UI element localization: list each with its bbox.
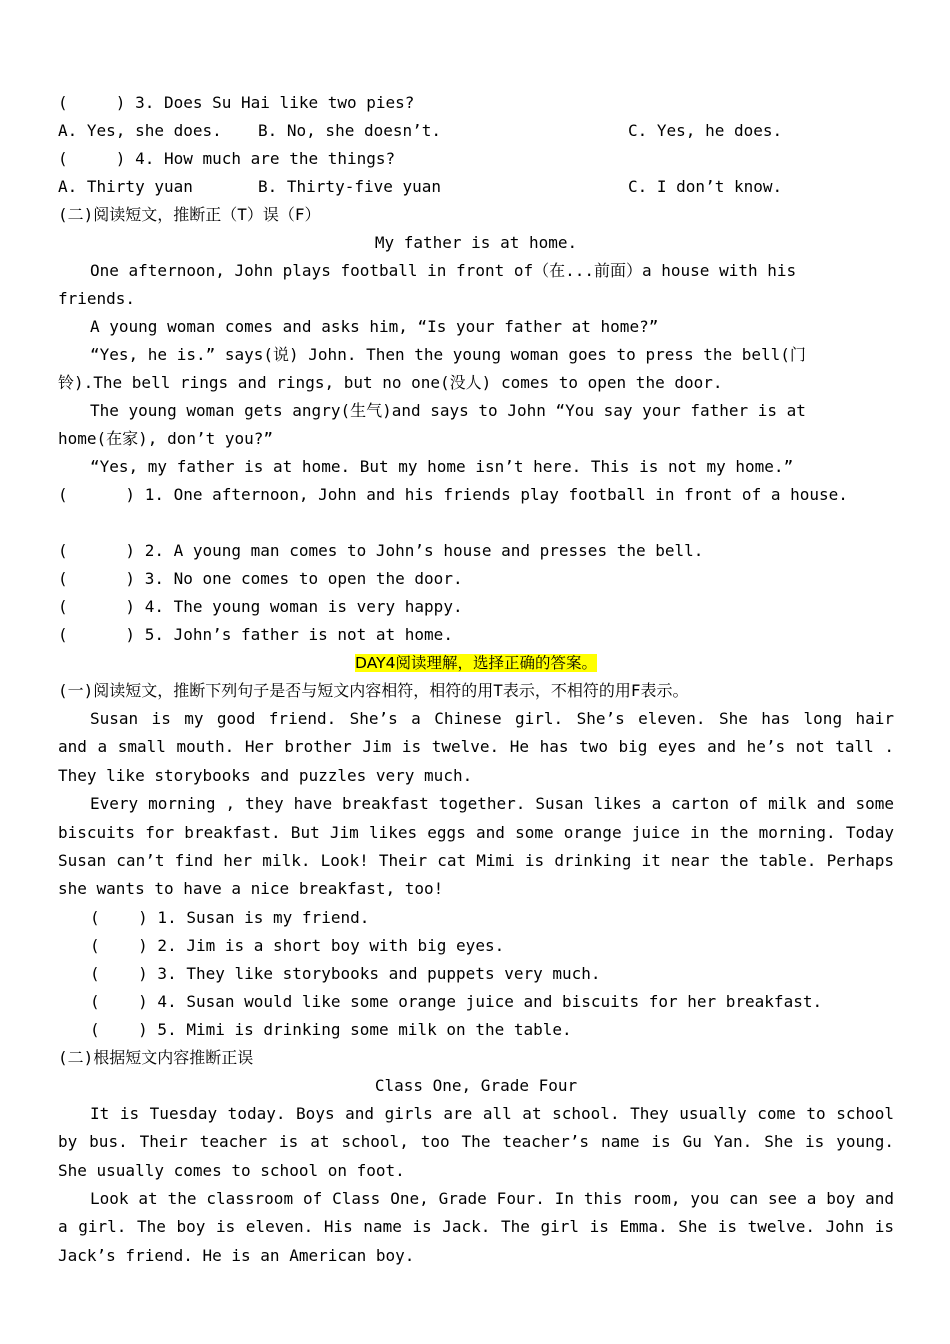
story-line: she wants to have a nice breakfast, too! (58, 879, 444, 899)
story-line: by bus. Their teacher is at school, too The teacher’s name is Gu Yan. She is young. (58, 1132, 894, 1152)
tf-question: ( ) 4. Susan would like some orange juice and biscuits for her breakfast. (90, 991, 823, 1011)
tf-question: ( ) 5. John’s father is not at home. (58, 625, 453, 644)
story-line: Every morning , they have breakfast together. Susan likes a carton of milk and some (90, 794, 894, 814)
story-line: Jack’s friend. He is an American boy. (58, 1245, 415, 1265)
tf-question: ( ) 3. No one comes to open the door. (58, 569, 463, 588)
story-line: They like storybooks and puzzles very much. (58, 765, 473, 785)
day4-heading: DAY4阅读理解，选择正确的答案。 (355, 654, 597, 672)
story-line: and a small mouth. Her brother Jim is twelve. He has two big eyes and he’s not tall . (58, 737, 894, 757)
story-line: Susan is my good friend. She’s a Chinese girl. She’s eleven. She has long hair (90, 709, 894, 728)
story-line: a girl. The boy is eleven. His name is Jack. The girl is Emma. She is twelve. John is (58, 1217, 894, 1237)
option-b: B. Thirty-five yuan (258, 177, 442, 196)
section-heading: (二)阅读短文，推断正（T）误（F） (58, 205, 321, 224)
option-a: A. Thirty yuan (58, 177, 193, 196)
section-heading: (二)根据短文内容推断正误 (58, 1047, 254, 1067)
story-line: The young woman gets angry(生气)and says to John “You say your father is at (90, 401, 806, 420)
tf-question: ( ) 2. Jim is a short boy with big eyes. (90, 935, 505, 955)
worksheet-page (58, 89, 894, 1270)
story-line: She usually comes to school on foot. (58, 1160, 405, 1180)
story-line: friends. (58, 289, 136, 308)
story-line: Look at the classroom of Class One, Grade Four. In this room, you can see a boy and (90, 1188, 894, 1208)
option-c: C. I don’t know. (628, 177, 783, 196)
tf-question: ( ) 1. One afternoon, John and his friends play football in front of a house. (58, 485, 848, 504)
tf-question: ( ) 3. They like storybooks and puppets very much. (90, 963, 601, 983)
tf-question: ( ) 1. Susan is my friend. (90, 907, 370, 927)
tf-question: ( ) 2. A young man comes to John’s house and presses the bell. (58, 541, 704, 560)
story-line: One afternoon, John plays football in front of（在...前面）a house with his (90, 261, 797, 280)
story-line: 铃).The bell rings and rings, but no one(没人) comes to open the door. (58, 373, 723, 392)
story-line: biscuits for breakfast. But Jim likes eggs and some orange juice in the morning. Today (58, 822, 894, 842)
question-4-options (58, 173, 894, 201)
tf-question: ( ) 4. The young woman is very happy. (58, 597, 463, 616)
story-title: Class One, Grade Four (374, 1075, 578, 1095)
option-a: A. Yes, she does. (58, 121, 222, 140)
day4-heading-row (58, 649, 894, 677)
story-line: home(在家), don’t you?” (58, 429, 274, 448)
option-b: B. No, she doesn’t. (258, 121, 442, 140)
section-heading: (一)阅读短文，推断下列句子是否与短文内容相符，相符的用T表示，不相符的用F表示。 (58, 681, 689, 700)
story-line: “Yes, he is.” says(说) John. Then the young woman goes to press the bell(门 (90, 345, 806, 364)
story-line: A young woman comes and asks him, “Is your father at home?” (90, 317, 659, 336)
question-3: ( ) 3. Does Su Hai like two pies? (58, 93, 415, 112)
story-line: “Yes, my father is at home. But my home isn’t here. This is not my home.” (90, 457, 794, 476)
story-line: It is Tuesday today. Boys and girls are all at school. They usually come to school (90, 1103, 894, 1123)
question-3-options (58, 117, 894, 145)
tf-question: ( ) 5. Mimi is drinking some milk on the table. (90, 1019, 572, 1039)
story-line: Susan can’t find her milk. Look! Their cat Mimi is drinking it near the table. Perhaps (58, 850, 894, 870)
story-title: My father is at home. (374, 233, 578, 252)
option-c: C. Yes, he does. (628, 121, 783, 140)
question-4: ( ) 4. How much are the things? (58, 149, 396, 168)
